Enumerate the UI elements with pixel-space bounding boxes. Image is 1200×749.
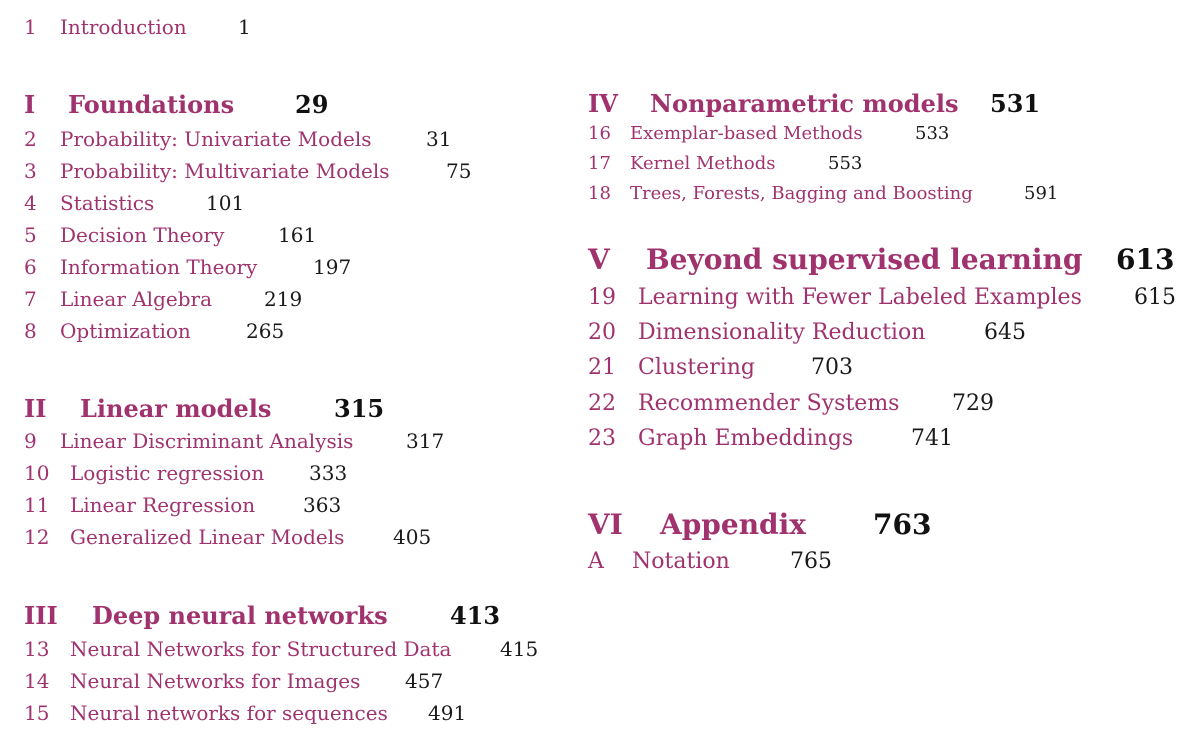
- page-number: 315: [334, 394, 385, 423]
- chapter-title[interactable]: Statistics: [60, 191, 155, 215]
- chapter-title[interactable]: Graph Embeddings: [638, 426, 854, 451]
- chapter-title[interactable]: Learning with Fewer Labeled Examples: [638, 285, 1082, 310]
- chapter-title[interactable]: Neural networks for sequences: [70, 701, 388, 725]
- chapter-title[interactable]: Information Theory: [60, 255, 258, 279]
- chapter-title[interactable]: Linear Discriminant Analysis: [60, 429, 354, 453]
- part-number: III: [24, 601, 58, 630]
- chapter-title[interactable]: Exemplar-based Methods: [630, 123, 863, 144]
- page-number: 413: [450, 601, 501, 630]
- page-number: 765: [790, 549, 832, 574]
- chapter-number: 2: [24, 127, 37, 151]
- page-number: 491: [428, 701, 467, 725]
- chapter-number: 9: [24, 429, 37, 453]
- chapter-title[interactable]: Linear Regression: [70, 493, 256, 517]
- chapter-number: 19: [588, 285, 616, 310]
- page-number: 553: [828, 153, 863, 174]
- page-number: 265: [246, 319, 285, 343]
- page-number: 645: [984, 320, 1026, 345]
- part-number: VI: [588, 508, 623, 541]
- page-number: 531: [990, 89, 1041, 118]
- page-number: 31: [426, 127, 452, 151]
- chapter-title[interactable]: Linear Algebra: [60, 287, 213, 311]
- chapter-title[interactable]: Introduction: [60, 15, 187, 39]
- chapter-number: 22: [588, 391, 616, 416]
- chapter-number: 7: [24, 287, 37, 311]
- chapter-title[interactable]: Trees, Forests, Bagging and Boosting: [630, 183, 973, 204]
- chapter-number: 11: [24, 493, 50, 517]
- part-title[interactable]: Foundations: [68, 90, 235, 119]
- page-number: 591: [1024, 183, 1059, 204]
- page-number: 457: [405, 669, 444, 693]
- chapter-number: 21: [588, 355, 616, 380]
- chapter-title[interactable]: Notation: [632, 549, 730, 574]
- chapter-number: 1: [24, 15, 37, 39]
- page-number: 741: [911, 426, 953, 451]
- page-number: 29: [295, 90, 329, 119]
- part-title[interactable]: Nonparametric models: [650, 89, 959, 118]
- chapter-number: 16: [588, 123, 611, 144]
- page-number: 703: [811, 355, 853, 380]
- page-number: 533: [915, 123, 950, 144]
- page-number: 161: [278, 223, 317, 247]
- chapter-title[interactable]: Neural Networks for Structured Data: [70, 637, 452, 661]
- page-number: 197: [313, 255, 352, 279]
- chapter-number: 5: [24, 223, 37, 247]
- chapter-number: 23: [588, 426, 616, 451]
- chapter-number: 17: [588, 153, 611, 174]
- chapter-title[interactable]: Generalized Linear Models: [70, 525, 345, 549]
- page-number: 729: [952, 391, 994, 416]
- chapter-number: 20: [588, 320, 616, 345]
- chapter-title[interactable]: Probability: Univariate Models: [60, 127, 372, 151]
- part-title[interactable]: Beyond supervised learning: [646, 243, 1083, 276]
- chapter-number: 8: [24, 319, 37, 343]
- chapter-title[interactable]: Optimization: [60, 319, 191, 343]
- chapter-number: 13: [24, 637, 50, 661]
- chapter-title[interactable]: Kernel Methods: [630, 153, 776, 174]
- page-number: 763: [873, 508, 932, 541]
- page-number: 615: [1134, 285, 1176, 310]
- chapter-title[interactable]: Recommender Systems: [638, 391, 900, 416]
- page-number: 1: [238, 15, 251, 39]
- chapter-title[interactable]: Decision Theory: [60, 223, 225, 247]
- page-number: 219: [264, 287, 303, 311]
- page-number: 333: [309, 461, 348, 485]
- chapter-title[interactable]: Dimensionality Reduction: [638, 320, 926, 345]
- chapter-number: 3: [24, 159, 37, 183]
- part-number: V: [588, 243, 610, 276]
- chapter-number: 6: [24, 255, 37, 279]
- page-number: 75: [446, 159, 472, 183]
- chapter-number: 18: [588, 183, 611, 204]
- page-number: 363: [303, 493, 342, 517]
- chapter-number: 10: [24, 461, 50, 485]
- part-number: II: [24, 394, 47, 423]
- page-number: 613: [1116, 243, 1175, 276]
- page-number: 415: [500, 637, 539, 661]
- part-title[interactable]: Linear models: [80, 394, 272, 423]
- chapter-title[interactable]: Neural Networks for Images: [70, 669, 361, 693]
- page-number: 101: [206, 191, 245, 215]
- chapter-number: 15: [24, 701, 50, 725]
- chapter-number: 14: [24, 669, 50, 693]
- part-title[interactable]: Deep neural networks: [92, 601, 388, 630]
- page-number: 317: [406, 429, 445, 453]
- chapter-number: A: [588, 549, 604, 574]
- part-title[interactable]: Appendix: [660, 508, 806, 541]
- page-number: 405: [393, 525, 432, 549]
- part-number: IV: [588, 89, 618, 118]
- chapter-number: 12: [24, 525, 50, 549]
- chapter-title[interactable]: Clustering: [638, 355, 755, 380]
- chapter-title[interactable]: Probability: Multivariate Models: [60, 159, 390, 183]
- part-number: I: [24, 90, 36, 119]
- chapter-number: 4: [24, 191, 37, 215]
- chapter-title[interactable]: Logistic regression: [70, 461, 265, 485]
